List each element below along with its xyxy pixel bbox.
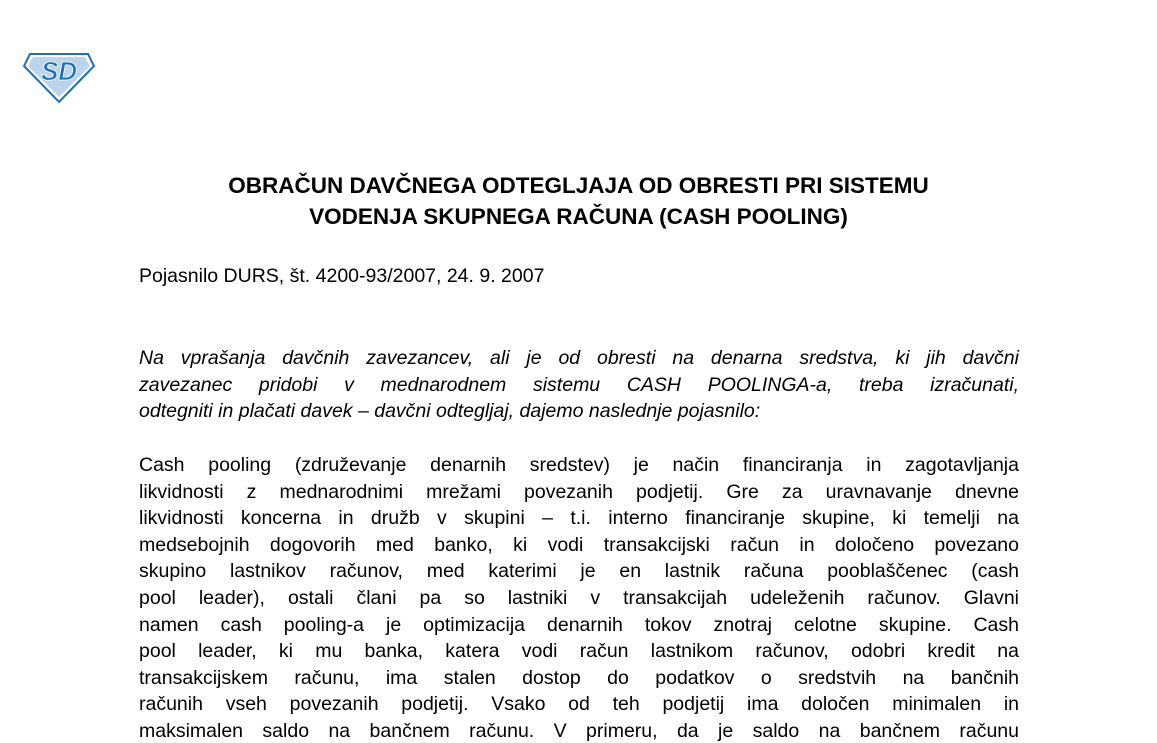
- document-title: [100, 170, 1057, 232]
- logo-text: SD: [40, 56, 78, 86]
- intro-line: odtegniti in plačati davek – davčni odtegljaj, dajemo naslednje pojasnilo:: [139, 400, 761, 423]
- body-paragraph: [139, 452, 1019, 743]
- intro-line: Na vprašanja davčnih zavezancev, ali je od obresti na denarna sredstva, ki jih davčni: [139, 347, 1019, 369]
- body-line: transakcijskem računu, ima stalen dostop do podatkov o sredstvih na bančnih: [139, 666, 1019, 689]
- intro-paragraph: [139, 345, 1019, 425]
- body-line: pool leader), ostali člani pa so lastniki v transakcijah udeleženih računov. Glavni: [139, 586, 1019, 609]
- body-line: namen cash pooling-a je optimizacija denarnih tokov znotraj celotne skupine. Cash: [139, 613, 1019, 636]
- body-line: likvidnosti z mednarodnimi mrežami povezanih podjetij. Gre za uravnavanje dnevne: [139, 480, 1019, 503]
- title-line: OBRAČUN DAVČNEGA ODTEGLJAJA OD OBRESTI PRI SISTEMU: [228, 173, 929, 198]
- body-line: računih vseh povezanih podjetij. Vsako od teh podjetij ima določen minimalen in: [139, 693, 1019, 716]
- sd-shield-logo-icon: [22, 48, 96, 104]
- body-line: medsebojnih dogovorih med banko, ki vodi transakcijski račun in določeno povezano: [139, 533, 1019, 556]
- body-line: maksimalen saldo na bančnem računu. V primeru, da je saldo na bančnem računu: [139, 719, 1019, 742]
- body-line: Cash pooling (združevanje denarnih sredstev) je način financiranja in zagotavljanja: [139, 454, 1019, 476]
- body-line: pool leader, ki mu banka, katera vodi račun lastnikom računov, odobri kredit na: [139, 640, 1019, 663]
- document-subtitle: Pojasnilo DURS, št. 4200-93/2007, 24. 9. 2007: [139, 265, 545, 287]
- body-line: skupino lastnikov računov, med katerimi je en lastnik računa pooblaščenec (cash: [139, 560, 1019, 583]
- title-line: VODENJA SKUPNEGA RAČUNA (CASH POOLING): [309, 204, 848, 229]
- intro-line: zavezanec pridobi v mednarodnem sistemu CASH POOLINGA-a, treba izračunati,: [139, 373, 1019, 396]
- body-line: likvidnosti koncerna in družb v skupini – t.i. interno financiranje skupine, ki temelji na: [139, 507, 1019, 530]
